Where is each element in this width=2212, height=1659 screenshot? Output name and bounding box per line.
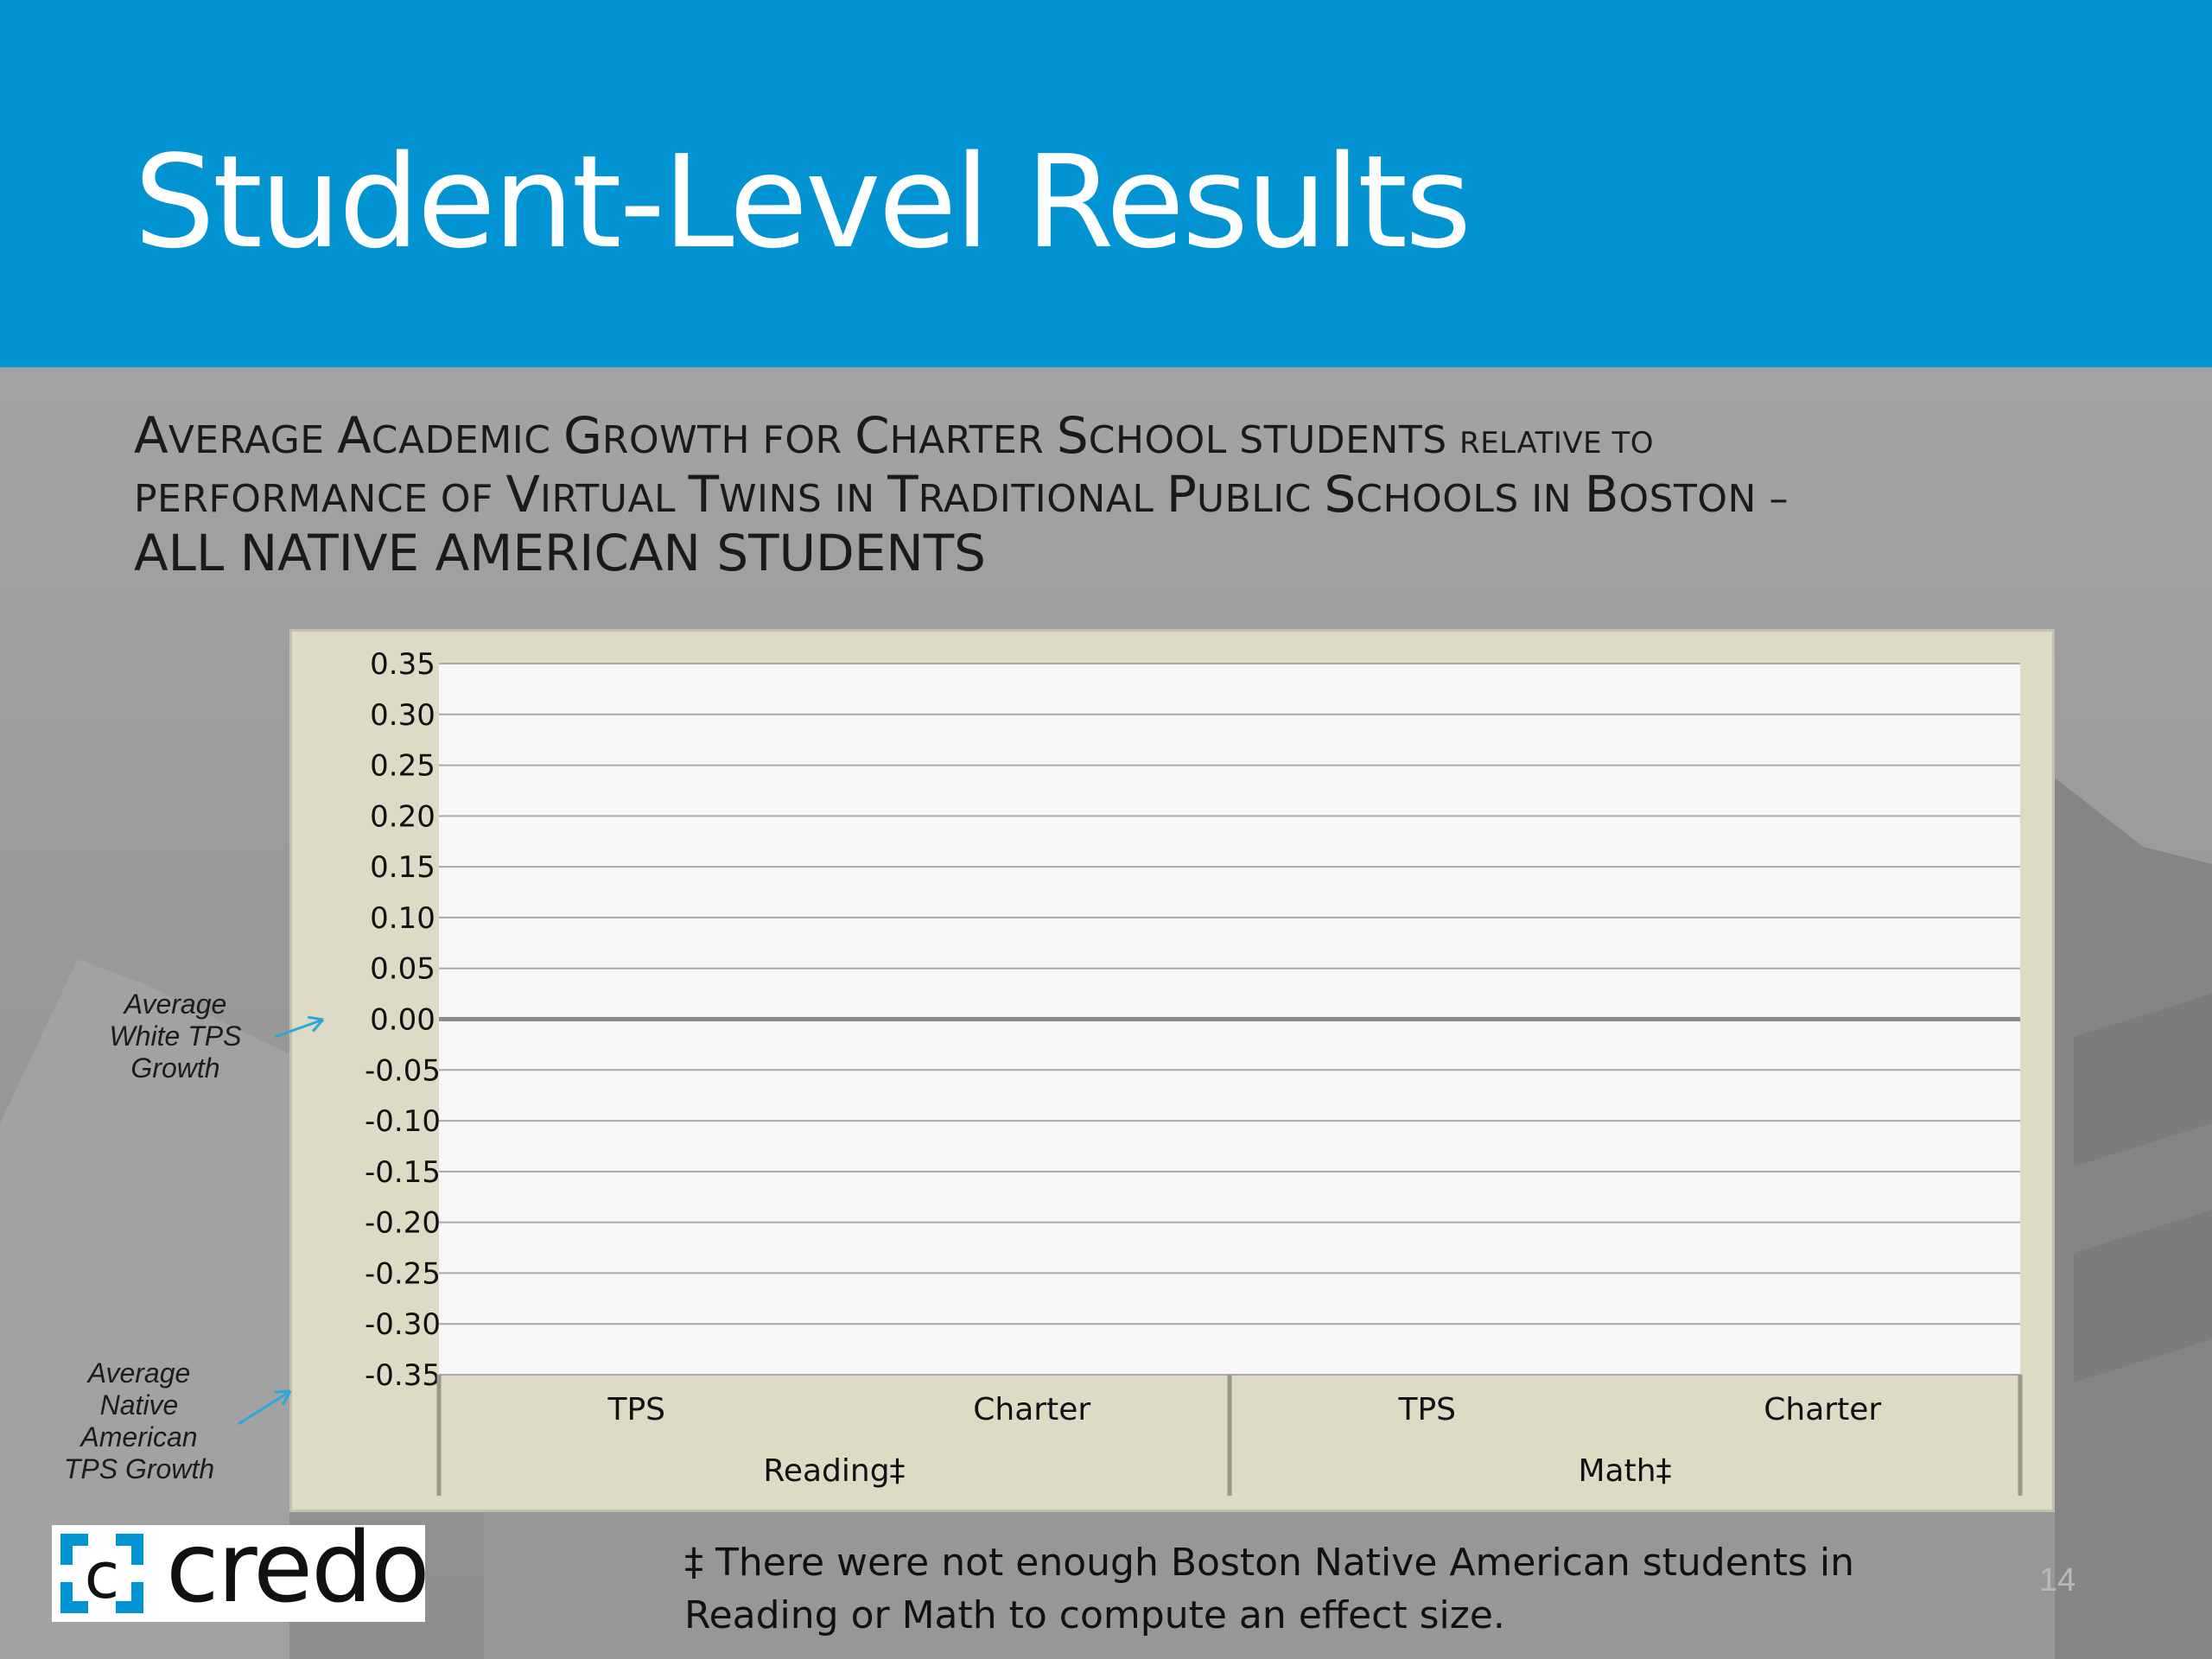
subtitle-segment: T [887,465,918,524]
credo-logo-icon [54,1525,150,1622]
y-tick-label: -0.25 [365,1256,441,1292]
subtitle-line-1 [134,406,2121,465]
credo-wordmark: credo [166,1512,429,1624]
svg-text:c: c [84,1539,120,1613]
subtitle-segment: C [855,406,890,465]
bar-chart [292,632,2052,1510]
x-group-label: Math‡ [1578,1453,1672,1489]
subtitle-segment: CHOOLS IN [1356,477,1585,521]
y-tick-label: 0.00 [370,1002,435,1038]
chart-frame [289,629,2055,1512]
subtitle-segment: B [1584,465,1619,524]
note-line: Average [124,988,227,1020]
subtitle-segment: RELATIVE TO [1459,426,1654,461]
subtitle-segment: V [505,465,541,524]
native-american-tps-growth-note [57,1357,221,1485]
y-tick-label: 0.15 [370,850,435,886]
white-tps-growth-note [102,988,249,1084]
subtitle-segment: S [1324,465,1357,524]
note-line: American [80,1421,198,1452]
subtitle-line-2 [134,465,2121,524]
y-tick-label: -0.15 [365,1154,441,1190]
subtitle-segment: HARTER [889,418,1057,462]
subtitle-segment: A [134,406,168,465]
x-category-label: TPS [607,1392,666,1427]
x-group-label: Reading‡ [763,1453,906,1489]
subtitle-segment: IRTUAL [540,477,689,521]
note-line: Average [87,1357,191,1389]
subtitle-segment: VERAGE [168,418,338,462]
y-tick-label: 0.10 [370,900,435,936]
y-tick-label: -0.20 [365,1205,441,1241]
y-tick-label: -0.05 [365,1053,441,1089]
footnote-line-2: Reading or Math to compute an effect size. [684,1593,1505,1637]
subtitle-segment: ALL NATIVE AMERICAN STUDENTS [134,524,986,582]
subtitle-segment: T [688,465,719,524]
slide-title: Student-Level Results [134,128,1470,276]
note-line: Growth [130,1052,220,1084]
y-tick-label: -0.30 [365,1307,441,1343]
subtitle-segment: CHOOL STUDENTS [1088,418,1460,462]
logo-bracket-icon [116,1582,143,1613]
note-line: TPS Growth [63,1453,215,1484]
subtitle-segment: ROWTH FOR [601,418,855,462]
y-tick-label: 0.30 [370,697,435,733]
subtitle-line-3 [134,524,2121,582]
x-category-label: TPS [1398,1392,1457,1427]
subtitle-segment: A [337,406,372,465]
subtitle-segment: UBLIC [1196,477,1325,521]
footnote [684,1536,1854,1642]
y-tick-label: -0.35 [365,1358,441,1393]
subtitle-segment: RADITIONAL [918,477,1166,521]
chart-subtitle [134,406,2121,582]
x-category-label: Charter [973,1392,1091,1427]
title-banner [0,0,2212,367]
subtitle-segment: PERFORMANCE OF [134,477,506,521]
credo-logo [52,1512,429,1624]
subtitle-segment: WINS IN [719,477,888,521]
y-tick-label: -0.10 [365,1104,441,1140]
y-tick-label: 0.20 [370,799,435,835]
x-category-label: Charter [1764,1392,1882,1427]
subtitle-segment: S [1056,406,1089,465]
subtitle-segment: OSTON – [1618,477,1789,521]
y-tick-label: 0.05 [370,951,435,987]
page-number: 14 [2039,1562,2076,1599]
subtitle-segment: CADEMIC [371,418,563,462]
subtitle-segment: P [1166,465,1197,524]
note-line: White TPS [109,1020,242,1052]
footnote-line-1: ‡ There were not enough Boston Native American students in [684,1541,1854,1585]
logo-bracket-icon [116,1534,143,1565]
y-tick-label: 0.25 [370,748,435,784]
note-line: Native [99,1389,179,1421]
subtitle-segment: G [563,406,602,465]
y-tick-label: 0.35 [370,647,435,682]
